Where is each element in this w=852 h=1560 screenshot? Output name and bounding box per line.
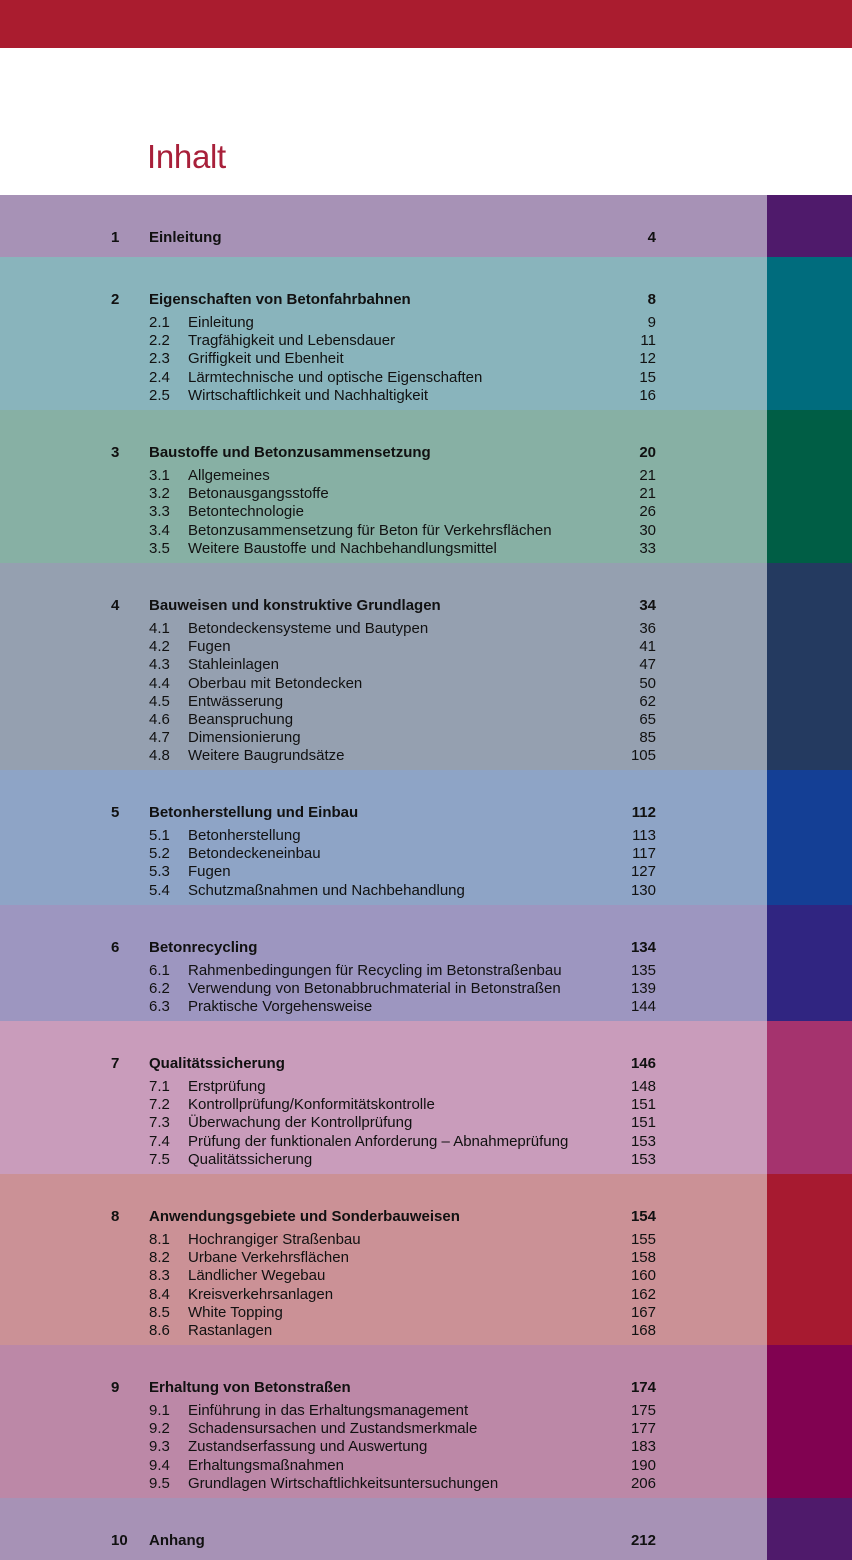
chapter-page-number: 212: [630, 1532, 656, 1549]
top-color-bar: [0, 0, 852, 48]
subsection-title: Weitere Baugrundsätze: [188, 747, 345, 765]
chapter-entry: [0, 290, 767, 310]
subsection-number: 2.5: [149, 386, 170, 404]
subsection-entry: [0, 637, 767, 657]
subsection-number: 4.6: [149, 711, 170, 728]
toc-section: [0, 257, 852, 410]
subsection-title: Einleitung: [188, 314, 254, 331]
subsection-number: 3.5: [149, 539, 170, 557]
subsection-entry: [0, 1095, 767, 1115]
subsection-title: Praktische Vorgehensweise: [188, 998, 373, 1016]
subsection-page-number: 153: [630, 1150, 656, 1168]
subsection-page-number: 139: [630, 980, 656, 998]
subsection-entry: [0, 1419, 767, 1439]
subsection-number: 3.2: [149, 485, 170, 503]
subsection-entry: [0, 1437, 767, 1457]
subsection-page-number: 11: [640, 332, 656, 350]
subsection-entry: [0, 1456, 767, 1476]
chapter-entry: [0, 443, 767, 463]
subsection-title: Urbane Verkehrsflächen: [188, 1249, 349, 1267]
subsection-entry: [0, 1230, 767, 1250]
subsection-number: 4.4: [149, 674, 170, 692]
subsection-page-number: 177: [630, 1420, 656, 1438]
toc-section: [0, 1174, 852, 1345]
subsection-page-number: 148: [630, 1078, 656, 1095]
subsection-title: Prüfung der funktionalen Anforderung – Abnahmeprüfung: [188, 1132, 569, 1150]
chapter-number: 2: [111, 291, 120, 308]
subsection-page-number: 190: [630, 1456, 656, 1474]
subsection-page-number: 33: [639, 539, 656, 557]
subsection-title: Lärmtechnische und optische Eigenschaften: [188, 368, 483, 386]
subsection-entry: [0, 1401, 767, 1421]
subsection-title: Beanspruchung: [188, 711, 294, 728]
subsection-page-number: 26: [639, 503, 656, 521]
subsection-entry: [0, 692, 767, 712]
subsection-number: 4.1: [149, 620, 170, 637]
chapter-number: 5: [111, 804, 120, 821]
chapter-entry: [0, 228, 767, 248]
subsection-entry: [0, 521, 767, 541]
chapter-entry: [0, 1378, 767, 1398]
subsection-page-number: 12: [639, 350, 656, 368]
subsection-title: Qualitätssicherung: [188, 1150, 313, 1168]
subsection-entry: [0, 997, 767, 1017]
chapter-number: 6: [111, 939, 120, 956]
chapter-entry: [0, 1207, 767, 1227]
chapter-color-tab: [767, 1498, 852, 1560]
subsection-page-number: 105: [630, 747, 656, 765]
chapter-page-number: 174: [630, 1379, 656, 1396]
subsection-title: Tragfähigkeit und Lebensdauer: [188, 332, 396, 350]
subsection-title: Allgemeines: [188, 467, 270, 484]
chapter-color-tab: [767, 410, 852, 563]
subsection-page-number: 155: [630, 1231, 656, 1248]
subsection-page-number: 151: [630, 1096, 656, 1114]
subsection-number: 6.1: [149, 962, 170, 979]
subsection-title: Schadensursachen und Zustandsmerkmale: [188, 1420, 478, 1438]
subsection-page-number: 153: [630, 1132, 656, 1150]
subsection-entry: [0, 619, 767, 639]
chapter-title: Erhaltung von Betonstraßen: [149, 1379, 351, 1396]
subsection-number: 9.1: [149, 1402, 170, 1419]
subsection-number: 7.4: [149, 1132, 170, 1150]
subsection-page-number: 135: [630, 962, 656, 979]
subsection-title: Dimensionierung: [188, 729, 301, 747]
chapter-number: 3: [111, 444, 120, 461]
toc-section: [0, 1345, 852, 1498]
subsection-page-number: 36: [639, 620, 656, 637]
subsection-number: 4.3: [149, 656, 170, 674]
chapter-title: Betonherstellung und Einbau: [149, 804, 359, 821]
toc-section: [0, 1021, 852, 1174]
subsection-number: 6.2: [149, 980, 170, 998]
subsection-number: 5.2: [149, 845, 170, 863]
subsection-title: Entwässerung: [188, 692, 284, 710]
subsection-number: 4.7: [149, 729, 170, 747]
chapter-color-tab: [767, 1021, 852, 1174]
subsection-page-number: 117: [632, 845, 656, 863]
subsection-number: 7.5: [149, 1150, 170, 1168]
subsection-number: 8.1: [149, 1231, 170, 1248]
chapter-title: Baustoffe und Betonzusammensetzung: [149, 444, 431, 461]
subsection-entry: [0, 1474, 767, 1494]
subsection-page-number: 65: [639, 711, 656, 728]
subsection-entry: [0, 1321, 767, 1341]
chapter-title: Betonrecycling: [149, 939, 258, 956]
subsection-title: Überwachung der Kontrollprüfung: [188, 1114, 413, 1132]
subsection-entry: [0, 655, 767, 675]
chapter-number: 4: [111, 597, 120, 614]
subsection-title: Ländlicher Wegebau: [188, 1267, 326, 1285]
chapter-page-number: 4: [647, 229, 656, 246]
subsection-title: Kreisverkehrsanlagen: [188, 1285, 334, 1303]
subsection-page-number: 160: [630, 1267, 656, 1285]
chapter-page-number: 154: [630, 1208, 656, 1225]
subsection-page-number: 130: [630, 881, 656, 899]
subsection-title: Griffigkeit und Ebenheit: [188, 350, 344, 368]
chapter-title: Anhang: [149, 1532, 205, 1549]
subsection-entry: [0, 826, 767, 846]
subsection-number: 5.4: [149, 881, 170, 899]
toc-section: [0, 410, 852, 563]
chapter-color-tab: [767, 563, 852, 770]
subsection-entry: [0, 961, 767, 981]
chapter-page-number: 34: [639, 597, 656, 614]
subsection-title: Fugen: [188, 863, 231, 881]
subsection-entry: [0, 484, 767, 504]
subsection-page-number: 9: [647, 314, 656, 331]
subsection-entry: [0, 881, 767, 901]
subsection-number: 7.1: [149, 1078, 170, 1095]
subsection-title: Betonausgangsstoffe: [188, 485, 329, 503]
toc-section: [0, 563, 852, 770]
subsection-entry: [0, 466, 767, 486]
chapter-page-number: 112: [631, 804, 656, 821]
chapter-number: 1: [111, 229, 120, 246]
subsection-number: 3.1: [149, 467, 170, 484]
chapter-page-number: 20: [639, 444, 656, 461]
subsection-page-number: 151: [630, 1114, 656, 1132]
subsection-title: Betondeckeneinbau: [188, 845, 321, 863]
subsection-entry: [0, 349, 767, 369]
subsection-number: 7.3: [149, 1114, 170, 1132]
subsection-number: 8.2: [149, 1249, 170, 1267]
subsection-number: 4.2: [149, 638, 170, 656]
subsection-entry: [0, 844, 767, 864]
subsection-page-number: 21: [639, 485, 656, 503]
subsection-number: 2.1: [149, 314, 170, 331]
subsection-number: 8.6: [149, 1322, 170, 1339]
subsection-title: Fugen: [188, 638, 231, 656]
subsection-page-number: 175: [630, 1402, 656, 1419]
page-title: Inhalt: [147, 138, 226, 175]
toc-section: [0, 905, 852, 1021]
subsection-title: Stahleinlagen: [188, 656, 279, 674]
subsection-entry: [0, 313, 767, 333]
subsection-title: Weitere Baustoffe und Nachbehandlungsmittel: [188, 539, 497, 557]
subsection-number: 8.3: [149, 1267, 170, 1285]
subsection-page-number: 30: [639, 521, 656, 539]
chapter-number: 7: [111, 1055, 120, 1072]
subsection-title: Hochrangiger Straßenbau: [188, 1231, 361, 1248]
subsection-number: 5.3: [149, 863, 170, 881]
chapter-entry: [0, 938, 767, 958]
chapter-number: 10: [111, 1532, 128, 1549]
subsection-entry: [0, 728, 767, 748]
subsection-entry: [0, 1077, 767, 1097]
subsection-title: Erstprüfung: [188, 1078, 266, 1095]
subsection-number: 5.1: [149, 827, 170, 844]
subsection-page-number: 62: [639, 692, 656, 710]
subsection-page-number: 47: [639, 656, 656, 674]
subsection-number: 2.2: [149, 332, 170, 350]
subsection-title: Verwendung von Betonabbruchmaterial in Betonstraßen: [188, 980, 561, 998]
chapter-entry: [0, 1054, 767, 1074]
subsection-entry: [0, 539, 767, 559]
chapter-title: Bauweisen und konstruktive Grundlagen: [149, 597, 441, 614]
subsection-number: 4.8: [149, 747, 170, 765]
subsection-title: White Topping: [188, 1303, 283, 1321]
subsection-entry: [0, 1150, 767, 1170]
subsection-page-number: 16: [639, 386, 656, 404]
subsection-number: 3.4: [149, 521, 170, 539]
chapter-title: Anwendungsgebiete und Sonderbauweisen: [149, 1208, 460, 1225]
subsection-page-number: 127: [630, 863, 656, 881]
subsection-entry: [0, 502, 767, 522]
subsection-page-number: 206: [630, 1474, 656, 1492]
subsection-number: 2.4: [149, 368, 170, 386]
subsection-entry: [0, 862, 767, 882]
subsection-number: 8.5: [149, 1303, 170, 1321]
chapter-color-tab: [767, 257, 852, 410]
subsection-page-number: 41: [639, 638, 656, 656]
chapter-entry: [0, 803, 767, 823]
subsection-title: Rastanlagen: [188, 1322, 273, 1339]
toc-section: [0, 195, 852, 257]
chapter-number: 8: [111, 1208, 120, 1225]
subsection-page-number: 15: [639, 368, 656, 386]
subsection-page-number: 158: [630, 1249, 656, 1267]
chapter-entry: [0, 1531, 767, 1551]
chapter-color-tab: [767, 195, 852, 257]
subsection-entry: [0, 746, 767, 766]
subsection-entry: [0, 1248, 767, 1268]
subsection-title: Schutzmaßnahmen und Nachbehandlung: [188, 881, 465, 899]
subsection-number: 9.4: [149, 1456, 170, 1474]
toc-section: [0, 770, 852, 905]
subsection-title: Wirtschaftlichkeit und Nachhaltigkeit: [188, 386, 429, 404]
toc-section: [0, 1498, 852, 1560]
chapter-page-number: 134: [630, 939, 656, 956]
chapter-title: Einleitung: [149, 229, 222, 246]
subsection-page-number: 113: [632, 827, 656, 844]
subsection-entry: [0, 331, 767, 351]
subsection-page-number: 167: [630, 1303, 656, 1321]
subsection-number: 3.3: [149, 503, 170, 521]
chapter-color-tab: [767, 1345, 852, 1498]
subsection-number: 7.2: [149, 1096, 170, 1114]
subsection-entry: [0, 1113, 767, 1133]
subsection-title: Einführung in das Erhaltungsmanagement: [188, 1402, 469, 1419]
subsection-entry: [0, 979, 767, 999]
subsection-page-number: 183: [630, 1438, 656, 1456]
subsection-number: 4.5: [149, 692, 170, 710]
subsection-number: 9.3: [149, 1438, 170, 1456]
subsection-title: Erhaltungsmaßnahmen: [188, 1456, 344, 1474]
subsection-entry: [0, 674, 767, 694]
subsection-page-number: 85: [639, 729, 656, 747]
subsection-entry: [0, 1132, 767, 1152]
chapter-page-number: 146: [630, 1055, 656, 1072]
subsection-page-number: 162: [630, 1285, 656, 1303]
chapter-entry: [0, 596, 767, 616]
subsection-entry: [0, 710, 767, 730]
subsection-title: Betontechnologie: [188, 503, 304, 521]
subsection-entry: [0, 1266, 767, 1286]
subsection-number: 9.5: [149, 1474, 170, 1492]
subsection-title: Betonzusammensetzung für Beton für Verkehrsflächen: [188, 521, 552, 539]
subsection-entry: [0, 1285, 767, 1305]
chapter-color-tab: [767, 905, 852, 1021]
subsection-title: Betonherstellung: [188, 827, 301, 844]
subsection-title: Betondeckensysteme und Bautypen: [188, 620, 429, 637]
subsection-number: 9.2: [149, 1420, 170, 1438]
subsection-title: Oberbau mit Betondecken: [188, 674, 363, 692]
subsection-entry: [0, 368, 767, 388]
chapter-color-tab: [767, 770, 852, 905]
chapter-page-number: 8: [647, 291, 656, 308]
table-of-contents: [0, 195, 852, 1560]
subsection-title: Zustandserfassung und Auswertung: [188, 1438, 428, 1456]
subsection-number: 2.3: [149, 350, 170, 368]
chapter-title: Eigenschaften von Betonfahrbahnen: [149, 291, 411, 308]
subsection-page-number: 144: [630, 998, 656, 1016]
subsection-title: Kontrollprüfung/Konformitätskontrolle: [188, 1096, 435, 1114]
subsection-number: 6.3: [149, 998, 170, 1016]
subsection-page-number: 50: [639, 674, 656, 692]
subsection-entry: [0, 1303, 767, 1323]
chapter-number: 9: [111, 1379, 120, 1396]
chapter-color-tab: [767, 1174, 852, 1345]
subsection-page-number: 21: [639, 467, 656, 484]
subsection-number: 8.4: [149, 1285, 170, 1303]
chapter-title: Qualitätssicherung: [149, 1055, 285, 1072]
subsection-title: Grundlagen Wirtschaftlichkeitsuntersuchungen: [188, 1474, 499, 1492]
subsection-entry: [0, 386, 767, 406]
subsection-title: Rahmenbedingungen für Recycling im Betonstraßenbau: [188, 962, 562, 979]
subsection-page-number: 168: [630, 1322, 656, 1339]
